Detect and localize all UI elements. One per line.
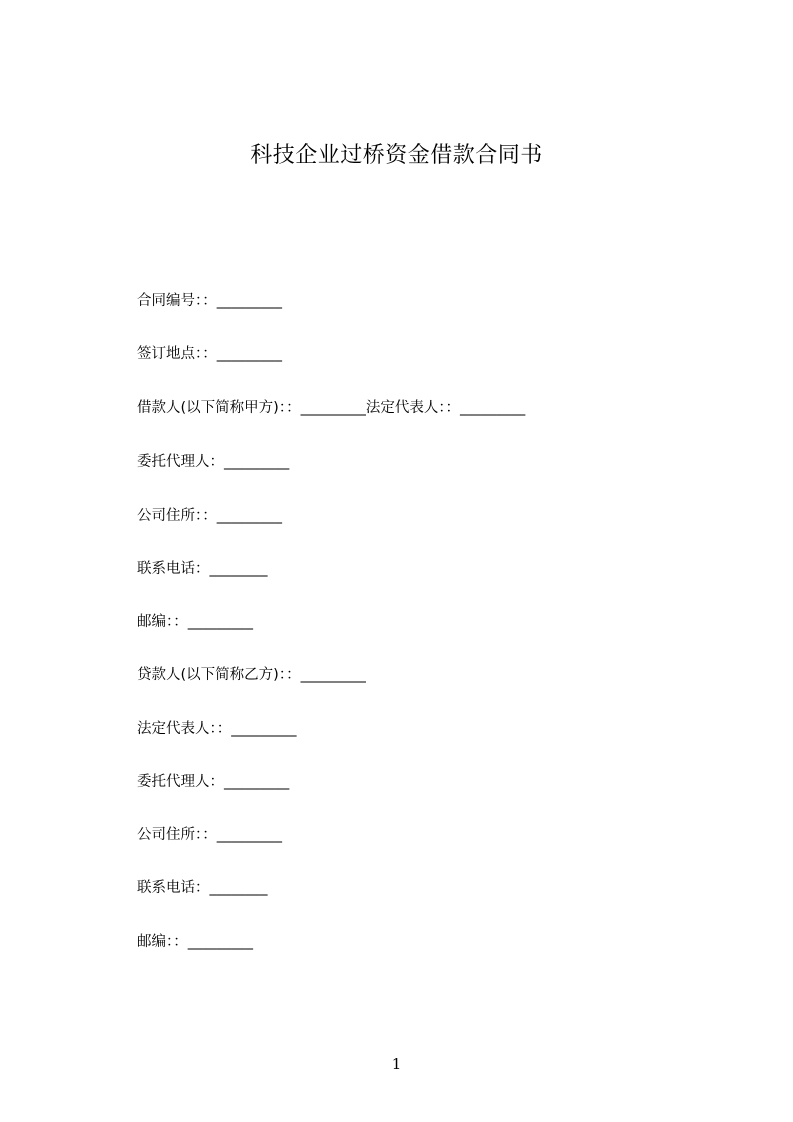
contract-number-line: 合同编号：：_________ — [137, 293, 282, 309]
borrower-agent-line: 委托代理人：_________ — [137, 454, 290, 470]
signing-place-line: 签订地点：：_________ — [137, 346, 282, 362]
page-number: 1 — [391, 1055, 402, 1073]
lender-agent-line: 委托代理人：_________ — [137, 774, 290, 790]
lender-postcode-line: 邮编：：_________ — [137, 934, 253, 950]
borrower-line: 借款人(以下简称甲方)：：_________法定代表人：：_________ — [137, 400, 526, 416]
borrower-postcode-line: 邮编：：_________ — [137, 614, 253, 630]
lender-legal-rep-line: 法定代表人：：_________ — [137, 721, 297, 737]
lender-address-line: 公司住所：：_________ — [137, 827, 282, 843]
document-title: 科技企业过桥资金借款合同书 — [250, 143, 543, 168]
lender-phone-line: 联系电话：________ — [137, 880, 268, 896]
borrower-address-line: 公司住所：：_________ — [137, 508, 282, 524]
lender-line: 贷款人(以下简称乙方)：：_________ — [137, 667, 366, 683]
borrower-phone-line: 联系电话：________ — [137, 561, 268, 577]
